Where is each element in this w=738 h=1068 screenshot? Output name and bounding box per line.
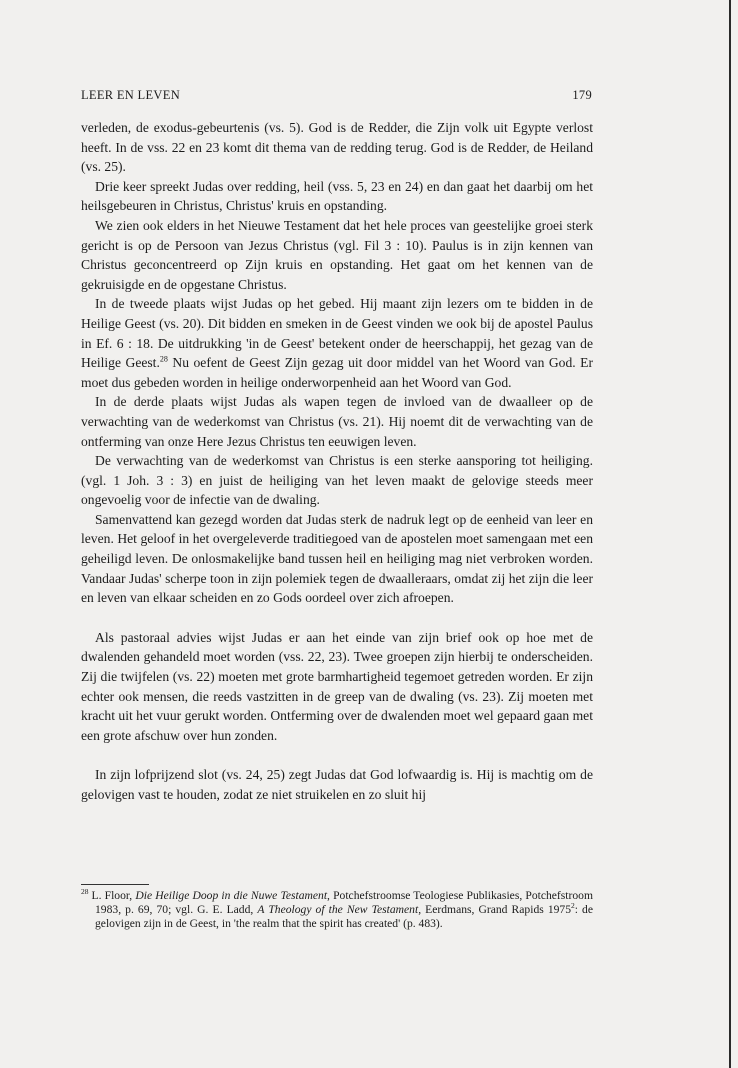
paragraph: In de derde plaats wijst Judas als wapen tegen de invloed van de dwaalleer op de verwachting van de wederkomst van Christus (vs. 21). Hij noemt dit de verwachting van de ontferming van onze Here Jezus Christus ten eeuwigen leven. bbox=[81, 394, 593, 449]
footnote-reference[interactable]: 28 bbox=[159, 354, 168, 364]
footnote-text: : de gelovigen zijn in de Geest, in 'the realm that the spirit has created' (p. 483). bbox=[95, 903, 594, 931]
footnote-text: L. Floor, bbox=[91, 889, 136, 902]
paragraph: Als pastoraal advies wijst Judas er aan het einde van zijn brief ook op hoe met de dwalenden gehandeld moet worden (vss. 22, 23). Twee groepen zijn hierbij te onderscheiden. Zij die twijfelen (vs. 22) moeten met grote barmhartigheid tegemoet getreden worden. Er zijn echter ook mensen, die reeds vastzitten in de greep van de dwaling (vs. 23). Zij moeten met kracht uit het vuur gerukt worden. Ontferming over de dwalenden moet wel gepaard gaan met een grote afschuw over hun zonden. bbox=[81, 629, 593, 743]
paragraph: verleden, de exodus-gebeurtenis (vs. 5). God is de Redder, die Zijn volk uit Egypte verlost heeft. In de vss. 22 en 23 komt dit thema van de redding terug. God is de Redder, de Heiland (vs. 25). bbox=[81, 120, 593, 175]
footnote-book-title: A Theology of the New Testament bbox=[257, 903, 419, 917]
paragraph: Drie keer spreekt Judas over redding, heil (vss. 5, 23 en 24) en dan gaat het daarbij om het heilsgebeuren in Christus, Christus' kruis en opstanding. bbox=[81, 178, 593, 214]
paragraph: De verwachting van de wederkomst van Christus is een sterke aansporing tot heiliging. (vgl. 1 Joh. 3 : 3) en juist de heiliging van het leven maakt de gelovige steeds meer ongevoelig voor de infectie van de dwaling. bbox=[81, 453, 593, 508]
footnote-number: 28 bbox=[81, 887, 89, 897]
body-text bbox=[81, 118, 593, 805]
footnote-28 bbox=[81, 889, 593, 932]
edition-superscript: 2 bbox=[571, 901, 575, 911]
paragraph: In zijn lofprijzend slot (vs. 24, 25) zegt Judas dat God lofwaardig is. Hij is machtig om de gelovigen vast te houden, zodat ze niet struikelen en zo sluit hij bbox=[81, 767, 593, 802]
footnote-text: , Eerdmans, Grand Rapids 1975 bbox=[418, 903, 572, 917]
page-number: 179 bbox=[572, 88, 592, 102]
paragraph bbox=[81, 294, 593, 392]
paragraph-text: In de tweede plaats wijst Judas op het gebed. Hij maant zijn lezers om te bidden in de Heilige Geest (vs. 20). Dit bidden en smeken in de Geest vinden we ook bij de apostel Paulus in Ef. 6 : 18. De uitdrukking 'in de Geest' betekent onder de heerschappij, het gezag van de Heilige Geest. bbox=[81, 296, 593, 371]
footnote-divider bbox=[81, 884, 149, 885]
page-edge-line bbox=[729, 0, 731, 1068]
footnotes bbox=[81, 889, 593, 932]
footnote-book-title: Die Heilige Doop in die Nuwe Testament bbox=[135, 889, 328, 902]
paragraph: Samenvattend kan gezegd worden dat Judas sterk de nadruk legt op de eenheid van leer en leven. Het geloof in het overgeleverde traditiegoed van de apostelen moet samengaan met een geheiligd leven. De onlosmakelijke band tussen heil en heiliging mag niet verbroken worden. Vandaar Judas' scherpe toon in zijn polemiek tegen de dwaalleraars, omdat zij het zijn die leer en leven van elkaar scheiden en zo Gods oordeel over zich afroepen. bbox=[81, 511, 593, 606]
footnote-text: , Potchefstroomse Teologiese Publikasies, Potchefstroom 1983, p. 69, 70; vgl. G. E. Ladd, bbox=[95, 889, 593, 917]
paragraph: We zien ook elders in het Nieuwe Testament dat het hele proces van geestelijke groei sterk gericht is op de Persoon van Jezus Christus (vgl. Fil 3 : 10). Paulus is in zijn kennen van Christus geconcentreerd op Zijn kruis en opstanding. Het gaat om het kennen van de gekruisigde en de opgestane Christus. bbox=[81, 217, 593, 292]
paragraph-text: Nu oefent de Geest Zijn gezag uit door middel van het Woord van God. Er moet dus gebeden worden in heilige onderworpenheid aan het Woord van God. bbox=[81, 355, 594, 390]
running-title: LEER EN LEVEN bbox=[81, 88, 181, 102]
